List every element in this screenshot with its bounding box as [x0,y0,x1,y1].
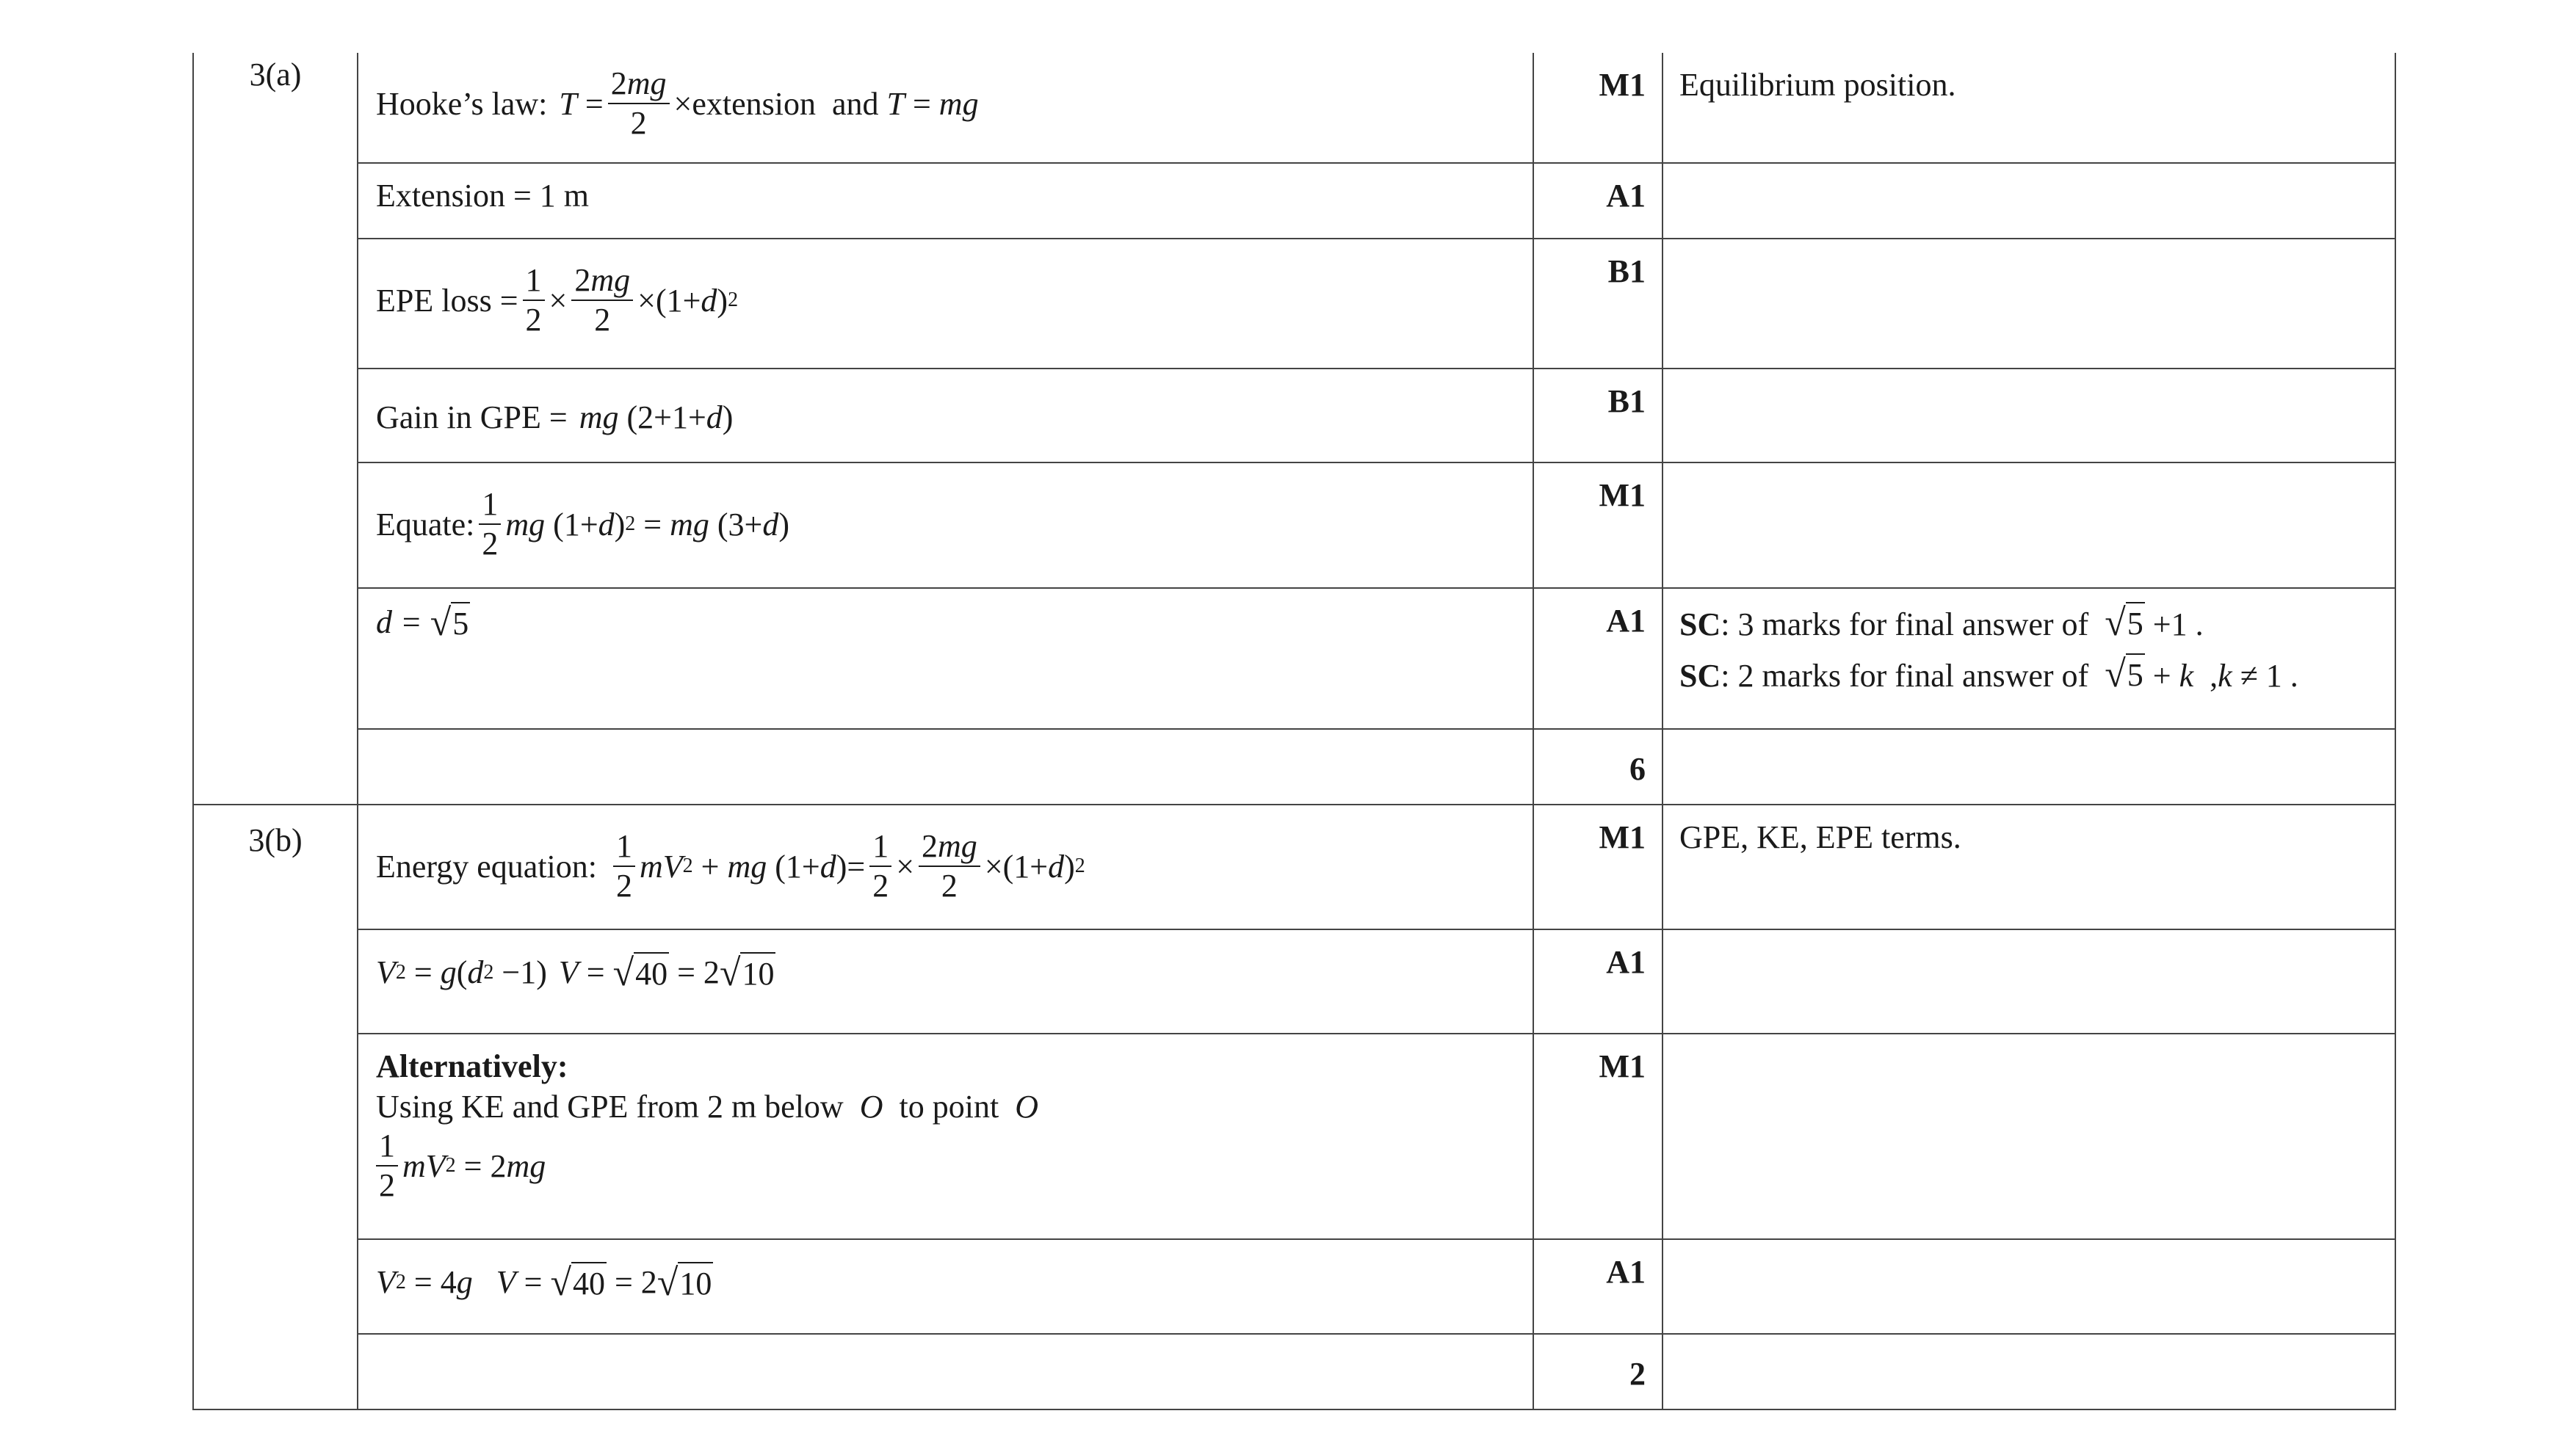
alternative-text: to point [899,1089,999,1125]
guidance-cell [1663,929,2395,1034]
table-row [193,53,2395,163]
answer-cell [358,729,1533,805]
table-row [193,588,2395,729]
total-mark: 6 [1533,729,1663,805]
answer-cell: Hooke’s law: T = $\frac{2mg}{2}$ ×extension and T = mg [358,53,1533,163]
mark-cell: B1 [1533,239,1663,369]
answer-cell: V 2 = g ( d 2 −1) V = √ 40 = 2 √ 10 [358,929,1533,1034]
question-label: 3(a) [193,53,358,805]
mark-cell: M1 [1533,462,1663,588]
mark-cell: A1 [1533,163,1663,239]
answer-prefix: Hooke’s law: [376,85,548,122]
answer-prefix: EPE loss = [376,282,518,319]
question-label: 3(b) [193,805,358,1409]
guidance-cell [1663,729,2395,805]
mark-cell: A1 [1533,929,1663,1034]
special-case-label: SC [1679,658,1721,694]
answer-prefix: d = [376,604,422,640]
special-case-text: : 2 marks for final answer of [1721,658,2089,694]
answer-cell: Extension = 1 m [358,163,1533,239]
answer-prefix: Gain in GPE = [376,399,568,435]
mark-cell: M1 [1533,53,1663,163]
answer-cell: Equate: $\frac{1}{2}$ mg (1+ d ) 2 = mg (3+ d ) [358,462,1533,588]
table-row [193,239,2395,369]
answer-prefix: Equate: [376,506,475,543]
table-row [193,1034,2395,1239]
guidance-cell [1663,1239,2395,1334]
answer-cell [358,1334,1533,1409]
alternative-text: Using KE and GPE from 2 m below [376,1089,844,1125]
guidance-cell [1663,1034,2395,1239]
guidance-cell [1663,369,2395,462]
mark-cell: M1 [1533,1034,1663,1239]
answer-cell [358,588,1533,729]
guidance-cell [1663,163,2395,239]
total-mark: 2 [1533,1334,1663,1409]
table-row [193,929,2395,1034]
guidance-cell: GPE, KE, EPE terms. [1663,805,2395,929]
special-case-label: SC [1679,606,1721,642]
table-row [193,163,2395,239]
answer-cell: Alternatively: Using KE and GPE from 2 m below O to point O $\frac{1}{2}$ mV 2 = 2 mg [358,1034,1533,1239]
mark-scheme-table [192,53,2396,1410]
answer-cell: V 2 = 4 g V = √ 40 = 2 √ 10 [358,1239,1533,1334]
mark-cell: B1 [1533,369,1663,462]
guidance-cell: Equilibrium position. [1663,53,2395,163]
answer-cell: Gain in GPE = mg (2+1+ d ) [358,369,1533,462]
mark-cell: M1 [1533,805,1663,929]
table-row [193,462,2395,588]
mark-cell: A1 [1533,1239,1663,1334]
table-row [193,1334,2395,1409]
table-row [193,1239,2395,1334]
sqrt-symbol: √ 5 [430,602,469,644]
answer-prefix: Energy equation: [376,848,597,885]
alternative-heading: Alternatively: [376,1048,568,1084]
table-row [193,369,2395,462]
guidance-cell [1663,462,2395,588]
answer-cell: Energy equation: $\frac{1}{2}$ mV 2 + mg (1+ d )= $\frac{1}{2}$ × $\frac{2mg}{2}$ ×(1+ d ) 2 [358,805,1533,929]
special-case-text: : 3 marks for final answer of [1721,606,2089,642]
guidance-cell: SC: 3 marks for final answer of √ 5 +1 . SC: 2 marks for final answer of √ 5 + k ,k ≠ 1 . [1663,588,2395,729]
guidance-cell [1663,1334,2395,1409]
mark-cell: A1 [1533,588,1663,729]
table-row [193,805,2395,929]
answer-cell: EPE loss = $\frac{1}{2}$ × $\frac{2mg}{2}$ ×(1+ d ) 2 [358,239,1533,369]
guidance-cell [1663,239,2395,369]
table-row [193,729,2395,805]
